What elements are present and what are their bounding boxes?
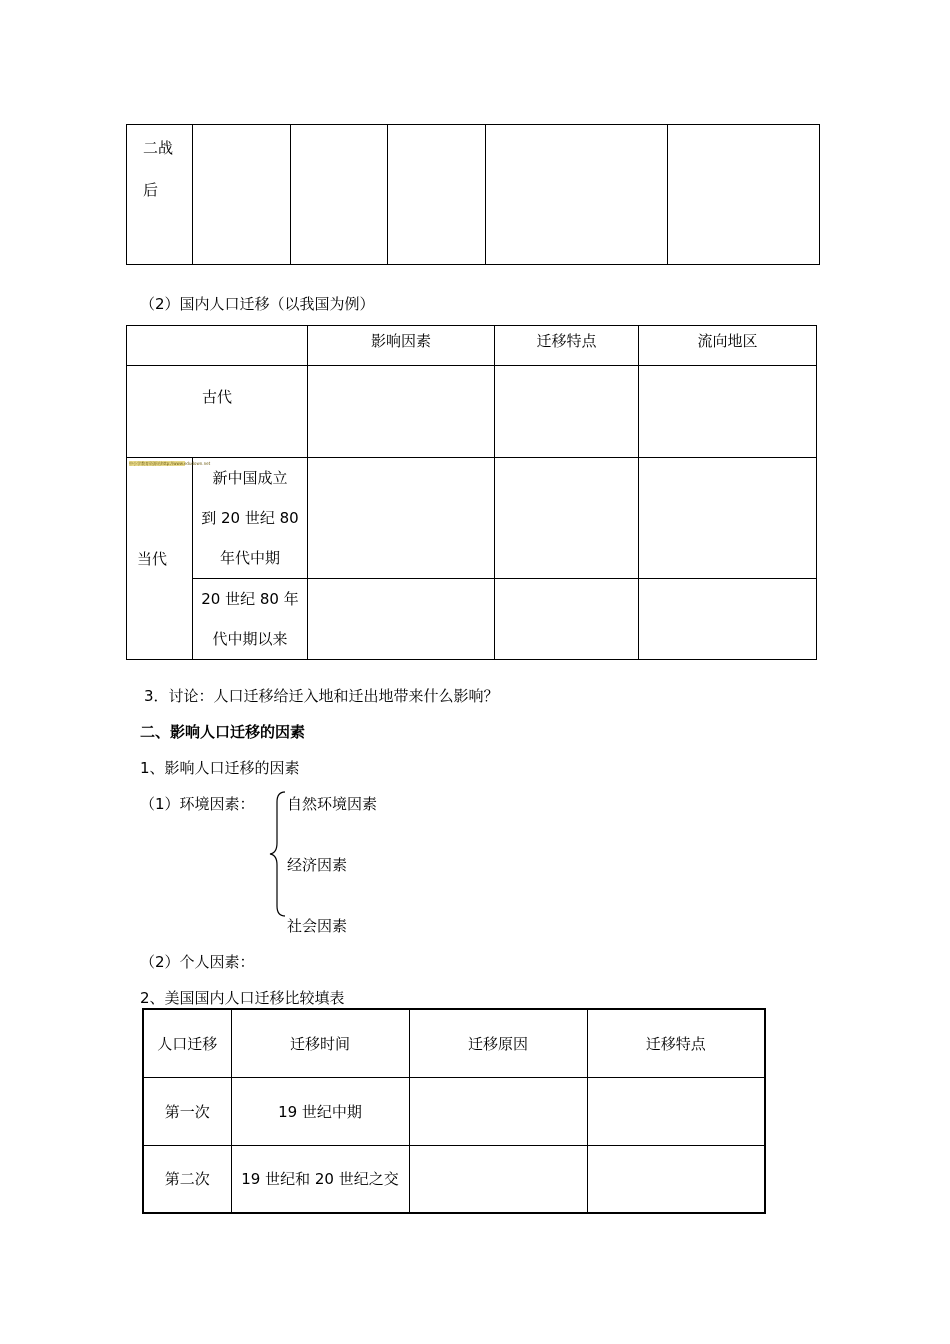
table-cell[interactable] — [639, 458, 817, 579]
row-label-cell — [127, 125, 193, 265]
table-cell[interactable] — [291, 125, 388, 265]
us-migration-table — [142, 1008, 766, 1214]
modern-label: 当代 — [137, 550, 168, 568]
top-table — [126, 124, 820, 265]
table-cell[interactable] — [486, 125, 668, 265]
row-label-line2: 后 — [143, 181, 159, 199]
env-item-economic: 经济因素 — [287, 856, 348, 874]
us-row-name: 第二次 — [143, 1145, 231, 1213]
period-2-line: 20 世纪 80 年 — [201, 590, 299, 608]
env-factors-label: （1）环境因素： — [140, 795, 255, 813]
us-row-name: 第一次 — [143, 1077, 231, 1145]
table-cell[interactable] — [308, 579, 495, 660]
period-1-line: 年代中期 — [219, 549, 280, 567]
header-empty-cell — [127, 326, 308, 366]
table-cell[interactable] — [193, 125, 291, 265]
row-label-line1: 二战 — [143, 139, 174, 157]
personal-factors-label: （2）个人因素： — [140, 953, 255, 971]
discussion-question: 3．讨论：人口迁移给迁入地和迁出地带来什么影响？ — [144, 687, 499, 705]
table-cell[interactable] — [409, 1145, 587, 1213]
header-features: 迁移特点 — [495, 326, 639, 366]
us-row-time: 19 世纪和 20 世纪之交 — [231, 1145, 409, 1213]
period-2-line: 代中期以来 — [212, 630, 288, 648]
table-cell[interactable] — [668, 125, 820, 265]
us-row-time: 19 世纪中期 — [231, 1077, 409, 1145]
domestic-migration-table — [126, 325, 817, 660]
period-1-cell — [193, 458, 308, 579]
period-1-line: 到 20 世纪 80 — [201, 509, 299, 527]
period-1-line: 新中国成立 — [212, 469, 288, 487]
section-2-title: （2）国内人口迁移（以我国为例） — [140, 295, 375, 313]
table-cell[interactable] — [308, 366, 495, 458]
ancient-label: 古代 — [127, 366, 308, 458]
modern-label-cell — [127, 458, 211, 660]
us-header-features: 迁移特点 — [587, 1009, 765, 1077]
table-cell[interactable] — [388, 125, 486, 265]
period-2-cell — [193, 579, 308, 660]
env-item-natural: 自然环境因素 — [287, 795, 378, 813]
us-header-migration: 人口迁移 — [143, 1009, 231, 1077]
table-cell[interactable] — [495, 579, 639, 660]
us-header-time: 迁移时间 — [231, 1009, 409, 1077]
table-cell[interactable] — [639, 366, 817, 458]
table-cell[interactable] — [495, 366, 639, 458]
curly-brace-icon — [268, 790, 288, 920]
table-cell[interactable] — [495, 458, 639, 579]
env-item-social: 社会因素 — [287, 917, 348, 935]
watermark-stamp: 中小学教育资源站http://www.edudown.net — [129, 461, 211, 466]
table-cell[interactable] — [409, 1077, 587, 1145]
table-cell[interactable] — [308, 458, 495, 579]
section-heading-factors: 二、影响人口迁移的因素 — [140, 723, 306, 741]
header-factors: 影响因素 — [308, 326, 495, 366]
item-1-title: 1、影响人口迁移的因素 — [140, 759, 300, 777]
item-2-title: 2、美国国内人口迁移比较填表 — [140, 989, 345, 1007]
table-cell[interactable] — [639, 579, 817, 660]
table-cell[interactable] — [587, 1145, 765, 1213]
table-cell[interactable] — [587, 1077, 765, 1145]
header-destinations: 流向地区 — [639, 326, 817, 366]
us-header-reason: 迁移原因 — [409, 1009, 587, 1077]
